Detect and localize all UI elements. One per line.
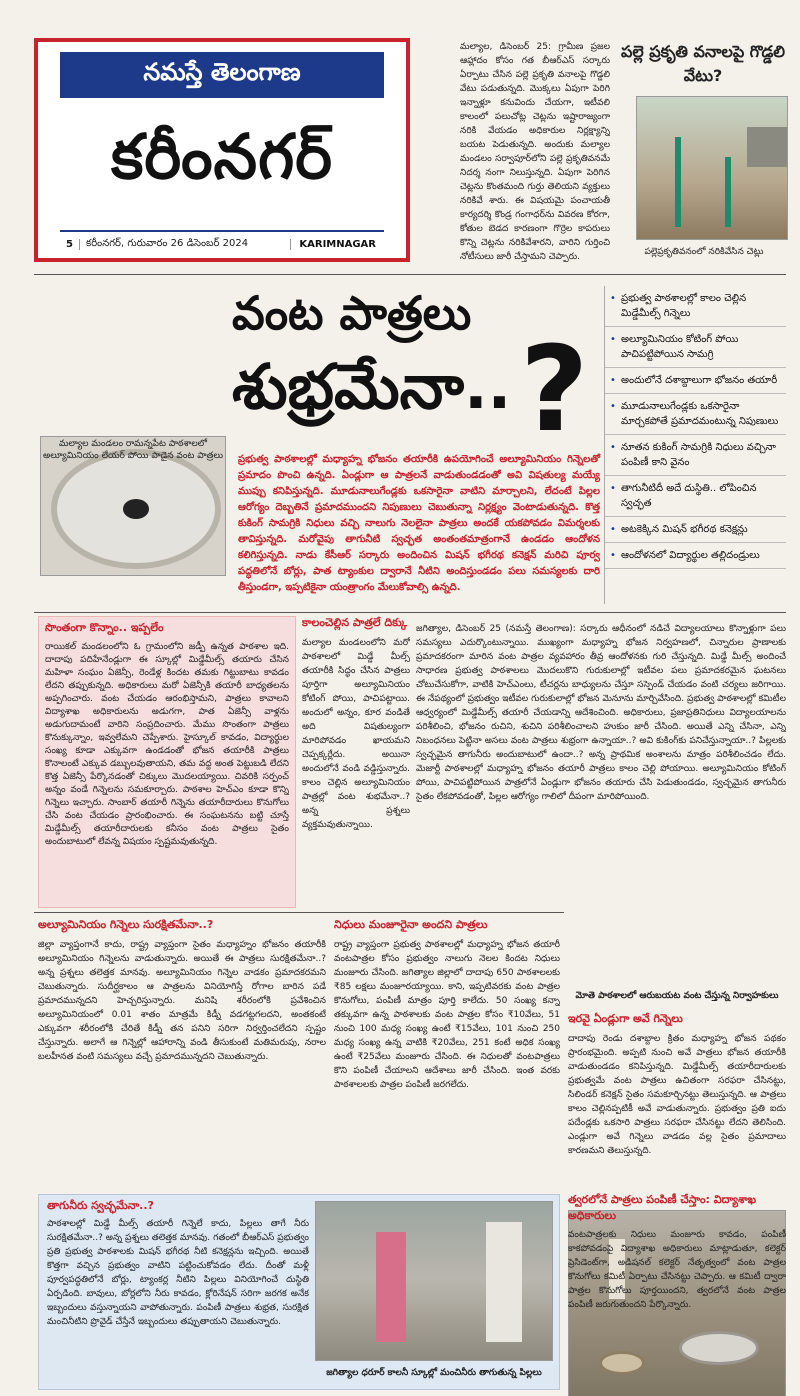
pot-photo-caption: మల్యాల మండలం రామన్నపేట పాఠశాలలో అల్యూమినియం లేయర్ పోయి పాడైన వంట పాత్రలు — [43, 439, 223, 461]
key-point: • అటకెక్కిన మిషన్ భగీరథ కనెక్షన్లు — [605, 517, 786, 543]
section-g-title: తాగునీరు స్వచ్ఛమేనా..? — [47, 1199, 154, 1212]
divider-lower — [34, 912, 564, 913]
section-h-body: వంటపాత్రలకు నిధులు మంజూరు కావడం, పంపిణీ కాకపోవడంపై విద్యాశాఖ అధికారులు మాట్లాడుతూ, కలెక్టర్ ప్రెసిడెంట్‌గా, అడిషనల్ కలెక్టర్ నేతృత్వంలో వంట పాత్రల కొనుగోలు కమిటీ ఏర్పాటు చేసినట్టు చెప్పారు. ఆ కమిటీ ద్వారా పాత్రల కొనుగోలు పూర్తయిందని, త్వరలోనే వంట పాత్రల పంపిణీ జరుగుతుందని పేర్కొన్నారు. — [568, 1230, 786, 1310]
section-f-title: ఇరవై ఏండ్లుగా అవే గిన్నెలు — [568, 1012, 683, 1025]
section-d-body: జిల్లా వ్యాప్తంగానే కాదు, రాష్ట్ర వ్యాప్తంగా సైతం మధ్యాహ్నం భోజనం తయారీకి అల్యూమినియం గిన్నెలను వాడుతున్నారు. అయితే ఈ పాత్రలు సురక్షితమేనా..? అన్న ప్రశ్నలు తలెత్తక మానవు. అల్యూమినియం గిన్నెల వాడకం ప్రమాదకరమని చెబుతున్నారు. సుదీర్ఘకాలం ఆ పాత్రలను వినియోగిస్తే రోగాల బారిన పడే ప్రమాదమున్నదని హెచ్చరిస్తున్నారు. మనిషి శరీరంలోకి ప్రవేశించిన అల్యూమినియంలో 0.01 శాతం మాత్రమే కిడ్నీ వడగట్టగలదని, అంతకంటే ఎక్కువగా శరీరంలోకి చేరితే కిడ్నీ తన పనిని సరిగా నిర్వర్తించలేదని స్పష్టం చేస్తున్నారు. అలాగే ఆ గిన్నెల్లో ఆహారాన్ని వండి తీసుకుంటే మతిమరుపు, నరాల బలహీనత వంటి సమస్యలు వచ్చే ప్రమాదమున్నదని చెబుతున్నారు. — [38, 940, 326, 1062]
section-f-body: దాదాపు రెండు దశాబ్దాల క్రితం మధ్యాహ్న భోజన పథకం ప్రారంభమైంది. అప్పటి నుంచి అవే పాత్రలు భోజన తయారీకి వాడుతుండడం కనిపిస్తున్నది. మిడ్డేమీల్స్ తయారీదారులకు ప్రభుత్వమే వంట పాత్రలు ఉచితంగా సరఫరా చేసినట్టు, సిలిండర్ కనెక్షన్ సైతం సమకూర్చినట్టు తెలుస్తున్నది. ఆ పాత్రలు కాలం చెల్లినప్పటికీ అవే వాడుతున్నారు. ప్రభుత్వం ప్రతి ఐదు పదేండ్లకు ఒకసారి పాత్రలు సరఫరా చేసినట్టు లేదని తెలిసింది. ఎండ్లుగా అవే గిన్నెలు వాడడం వల్ల సైతం ప్రమాదాలు కారణమని తెలుస్తున్నది. — [568, 1034, 786, 1156]
section-a-box — [38, 616, 296, 908]
section-a-title: సొంతంగా కొన్నాం.. ఇప్పలేం — [45, 621, 164, 634]
top-story-title: పల్లె ప్రకృతి వనాలపై గొడ్డలి వేటు? — [620, 42, 786, 85]
drinking-water-photo — [315, 1201, 553, 1361]
section-e-body: రాష్ట్ర వ్యాప్తంగా ప్రభుత్వ పాఠశాలల్లో మధ్యాహ్న భోజన తయారీ వంటపాత్రల కోసం ప్రభుత్వం నాలుగు నెలల కిందట నిధులు మంజూరు చేసింది. జగిత్యాల జిల్లాలో దాదాపు 650 పాఠశాలలకు ₹85 లక్షలు మంజూరయ్యాయి. కాని, ఇప్పటివరకు వంట పాత్రల కొనుగోలు, పంపిణీ మాత్రం పూర్తి కాలేదు. 50 సంఖ్య కన్నా తక్కువగా ఉన్న పాఠశాలకు వంట పాత్రల కోసం ₹10వేలు, 51 నుంచి 100 మధ్య సంఖ్య ఉంటే ₹15వేలు, 101 నుంచి 250 మధ్య సంఖ్య ఉన్న వాటికి ₹20వేలు, 251 కంటే అధిక సంఖ్య ఉంటే ₹25వేలు మంజూరు చేసింది. ఈ నిధులతో వంటపాత్రలు కొని పంపిణీ చేయాలని ఆదేశాలు జారీ చేసింది. ఇంత వరకు పాఠశాలలకు పాత్రల పంపిణీ జరగలేదు. — [334, 940, 560, 1090]
main-headline-qmark: ? — [520, 320, 589, 458]
section-b-title: కాలంచెల్లిన పాత్రలే దిక్కు — [302, 616, 407, 629]
section-g-box — [38, 1194, 560, 1390]
key-point: • అల్యూమినియం కోటింగ్ పోయి పాచిపట్టిపోయిన సామగ్రి — [605, 327, 786, 368]
key-point: • తాగునీటిదీ అదే దుస్థితి.. లోపించిన స్వచ్ఛత — [605, 476, 786, 517]
main-lead: ప్రభుత్వ పాఠశాలల్లో మధ్యాహ్న భోజనం తయారీకి ఉపయోగించే అల్యూమినియం గిన్నెలతో ప్రమాదం పొంచి ఉన్నది. ఏండ్లుగా ఆ పాత్రలనే వాడుతుండడంతో అవి విషతుల్య మయ్యే ముప్పు కనిపిస్తున్నది. మూడునాలుగేండ్లకు ఒకసారైనా వాటిని మార్చాలని, లేదంటే పిల్లల ఆరోగ్యం దెబ్బతినే ప్రమాదముందని నిపుణులు చెబుతున్నా నిర్లక్ష్యం వెంటాడుతున్నది. కొత్త కుకింగ్ సామగ్రికి నిధులు వచ్చి నాలుగు నెలలైనా పాత్రలు అందకే యకపోవడం విమర్శలకు తావిస్తున్నది. మరోవైపు తాగునీటి స్వచ్ఛత అంతంతమాత్రంగానే ఉండడం ఆందోళన కలిగిస్తున్నది. నాడు కేసీఆర్ సర్కారు అందించిన మిషన్ భగీరథ కనెక్షన్ మరిచి పూర్వ పద్ధతిలోనే బోర్లు, పాత ట్యాంకుల ద్వారానే నీటిని అందిస్తుండడం పలు సమస్యలకు దారి తీస్తుండగా, ఇప్పటికైనా యంత్రాంగం మేలుకోవాల్సి ఉన్నది. — [238, 454, 600, 593]
main-headline-line1: వంట పాత్రలు — [232, 286, 472, 340]
divider-top — [34, 274, 786, 275]
section-d — [38, 918, 326, 1190]
section-f — [568, 1012, 786, 1184]
section-g-body: పాఠశాలల్లో మిడ్డే మీల్స్ తయారీ గిన్నెలే కాదు, పిల్లలు తాగే నీరు సురక్షితమేనా..? అన్న ప్రశ్నలు తలెత్తక మానవు. గతంలో బీఆర్‌ఎస్ ప్రభుత్వం ప్రతి ప్రభుత్వ పాఠశాలకు మిషన్ భగీరథ నీటి కనెక్షన్లను ఇచ్చింది. అయితే కొత్తగా వచ్చిన ప్రభుత్వం వాటిని పట్టించుకోవడం లేదు. దీంతో మళ్లీ పూర్వపద్ధతిలోనే బోర్లు, ట్యాంకర్ల నీటిని పిల్లలు వినియోగించే దుస్థితి ఏర్పడింది. బావులు, బోర్లలోని నీరు కావడం, క్లోరినేషన్ సరిగా జరగక అనేక ఇబ్బందులు వస్తున్నాయని వాపోతున్నారు. పంపిణీ పాత్రలు శుభ్రత, సురక్షిత మంచినీటిని ప్రొవైడ్ చేస్తేనే ఇబ్బందులు తప్పుతాయని చెబుతున్నారు. — [47, 1219, 309, 1327]
edition-meta — [60, 230, 384, 256]
section-b — [302, 616, 410, 908]
section-b-body: మల్యాల మండలంలోని మరో పాఠశాలలో మిడ్డే మీల్స్ తయారీకి సిద్ధం చేసిన పాత్రలు పూర్తిగా అల్యూమినియం కోటింగ్ పోయి, పాచిపట్టాయి. అందులో అన్నం, కూర వండితే అది విషతుల్యంగా మారిపోవడం ఖాయమని చెప్పక్కర్లేదు. అయినా అందులోనే వండి వడ్డిస్తున్నారు. కాలం చెల్లిన అల్యూమినియం పాత్రల్లో వంట శుభమేనా..? అన్న ప్రశ్నలు వ్యక్తమవుతున్నాయి. — [302, 638, 410, 830]
key-point: • మూడునాలుగేండ్లకు ఒకసారైనా మార్చకపోతే ప్రమాదమంటున్న నిపుణులు — [605, 394, 786, 435]
key-points — [604, 286, 786, 604]
section-e — [334, 918, 560, 1190]
edition-date: కరీంనగర్, గురువారం 26 డిసెంబర్ 2024 — [85, 238, 249, 249]
section-h — [568, 1192, 786, 1390]
edition-title: కరీంనగర్ — [110, 120, 333, 193]
section-c-body: జగిత్యాల, డిసెంబర్ 25 (నమస్తే తెలంగాణ): సర్కారు ఆధీనంలో నడిచే విద్యాలయాలు కొన్నాళ్లుగా పలు సమస్యలు ఎదుర్కొంటున్నాయి. ముఖ్యంగా మధ్యాహ్న భోజన నిర్వహణలో, చిన్నారుల ప్రాణాలకు ప్రమాదకరంగా మారిన వంట పాత్రల వ్యవహారం తీవ్ర ఆందోళనకు గురి చేస్తున్నది. మిడ్డే మీల్స్ అందించే సాధారణ ప్రభుత్వ పాఠశాలలు మొదలుకొని గురుకులాల్లో ఇటీవల పలు ప్రమాదకరమైన ఘటనలు చోటుచేసుకోగా, వాటికి హెచ్‌ఎంలు, టీచర్లను బాధ్యులను చేస్తూ సస్పెండ్ చేయడం వంటి చర్యలు జరిగాయి. ఈ నేపథ్యంలో ప్రభుత్వం ఇటీవల గురుకులాల్లో భోజన మెనూను మార్చివేసింది. ప్రభుత్వ పాఠశాలల్లో కమిటీల ఆధ్వర్యంలో మిడ్డేమీల్స్ తయారీ చేయడాన్ని ఆదేశించింది. అధికారులు, ప్రజాప్రతినిధులు విద్యాలయాలను పరిశీలించి, భోజనం రుచిని, శుచిని పరిశీలించాలని హుకుం జారీ చేసింది. అయితే ఎన్ని చేసినా, ఎన్ని నిబంధనలు పెట్టినా అసలు వంట పాత్రలు శుభ్రంగా ఉన్నాయా..? అవి కుకింగ్‌కు పనిచేస్తున్నాయా..? పిల్లలకు స్వచ్ఛమైన తాగునీరు అందుబాటులో ఉందా..? అన్న ప్రాథమిక అంశాలను మాత్రం పరిశీలించడం లేదు. మెజార్టీ పాఠశాలల్లో మధ్యాహ్న భోజనం తయారీ పాత్రలు కాలం చెల్లి పోయాయి. అల్యూమినియం కోటింగ్ పోయి, పాచిపట్టిపోయిన పాత్రలోనే ఏండ్లుగా భోజనం తయారు చేసి పెడుతుండడం, స్వచ్ఛమైన తాగునీరు సైతం లేకపోవడంతో, పిల్లల ఆరోగ్యం గాలిలో దీపంగా మారిపోయింది. — [416, 624, 786, 802]
divider-mid — [34, 612, 786, 613]
cooking-photo-caption: మోతె పాఠశాలలో ఆరుబయట వంట చేస్తున్న నిర్వాహకులు — [575, 991, 779, 1001]
key-point: • ప్రభుత్వ పాఠశాలల్లో కాలం చెల్లిన మిడ్డేమీల్స్ గిన్నెలు — [605, 286, 786, 327]
section-a-body: రాయికల్ మండలంలోని ఓ గ్రామంలోని జడ్పీ ఉన్నత పాఠశాల ఇది. దాదాపు పదిహేనేండ్లుగా ఈ స్కూల్లో మిడ్డేమీల్స్ తయారు చేసిన మహిళా సంఘం ఏజెన్సీ, రెండేళ్ల కిందట తమకు గిట్టుబాటు కావడం లేదని తప్పుకున్నది. అధికారులు మరో ఏజెన్సీకి తయారీ బాధ్యతలను అప్పగించారు. వంట చేయడం ఆరంభిస్తామని, పాత్రలు కావాలని విద్యాశాఖ అధికారులను అడుగగా, పాత ఏజెన్సీ వాళ్లను అడుగుదామంటే వారిని సంప్రదించారు. మేము సొంతంగా పాత్రలు కొనుక్కున్నాం, ఇవ్వలేమని చెప్పేశారు. హైస్కూల్ కావడం, విద్యార్థుల సంఖ్య కూడా ఎక్కువగా ఉండడంతో భోజన తయారీకి పాత్రలు కొనాలంటే ఎక్కువ డబ్బులవుతాయని, తమ వద్ద అంత పెట్టుబడి లేదని కొత్త ఏజెన్సీ పేర్కొనడంతో చిక్కులు మొదలయ్యాయి. చివరికి సర్పంచ్ అన్నం వండే గిన్నెలను సమకూర్చారు. పాఠశాల హెచ్‌ఎం కూడా కొన్ని గిన్నెలు ఇచ్చారు. సాంబార్ తయారీ గిన్నెను తయారీదారులు కొనుగోలు చేసి వంట చేయడం ప్రారంభించారు. ఈ సంఘటనను బట్టి చూస్తే మిడ్డేమీల్స్ తయారీదారులకు కనీసం వంట పాత్రలు సైతం అందుబాటులో లేవన్న విషయం స్పష్టమవుతున్నది. — [45, 642, 289, 847]
key-point: • నూతన కుకింగ్ సామగ్రికి నిధులు వచ్చినా పంపిణీ కాని వైనం — [605, 435, 786, 476]
brand-logo: నమస్తే తెలంగాణ — [60, 52, 384, 98]
top-story-body: మల్యాల, డిసెంబర్ 25: గ్రామీణ ప్రజల ఆహ్లాదం కోసం గత బీఆర్‌ఎస్ సర్కారు ఏర్పాటు చేసిన పల్లె ప్రకృతి వనాలపై గొడ్డలి వేటు పడుతున్నది. మొక్కలు ఏపుగా పెరిగి ఇన్నాళ్లూ కనువిందు చేయగా, ఇటీవలి కాలంలో పలుచోట్ల చెట్లను ఇష్టారాజ్యంగా నరికి వేయడం అధికారుల నిర్లక్ష్యాన్ని బయట పెడుతున్నది. అందుకు మల్యాల మండలం సర్వాపూర్‌లోని పల్లె ప్రకృతివనమే నిదర్శ నంగా నిలుస్తున్నది. ఏపుగా పెరిగిన చెట్లను కొంతమంది గుర్తు తెలియని వ్యక్తులు నరికివే శారు. ఈ విషయమై పంచాయతీ కార్యదర్శి కొండ్ర గంగాధర్‌ను వివరణ కోరగా, కోతుల బెడద కారణంగా గొర్రెల కాపరులు కొన్ని చెట్లను నరికివేశారని, వారిని గుర్తించి నోటీసులు జారీ చేస్తామని చెప్పారు. — [460, 42, 610, 262]
section-d-title: అల్యూమినియం గిన్నెలు సురక్షితమేనా..? — [38, 918, 214, 931]
drinking-water-photo-caption: జగిత్యాల ధరూర్ కాలనీ స్కూల్లో మంచినీరు తాగుతున్న పిల్లలు — [326, 1368, 542, 1378]
section-h-title: త్వరలోనే పాత్రలు పంపిణీ చేస్తాం: విద్యాశాఖ అధికారులు — [568, 1193, 757, 1222]
key-point: • ఆందోళనలో విద్యార్థుల తల్లిదండ్రులు — [605, 543, 786, 569]
key-point: • అందులోనే దశాబ్దాలుగా భోజనం తయారీ — [605, 368, 786, 394]
trees-photo — [636, 96, 788, 240]
edition-city-en: KARIMNAGAR — [290, 239, 384, 250]
trees-photo-caption: పల్లెప్రకృతివనంలో నరికివేసిన చెట్లు — [644, 247, 764, 257]
page-number: 5 — [60, 239, 80, 250]
section-e-title: నిధులు మంజూరైనా అందని పాత్రలు — [334, 918, 488, 931]
masthead — [34, 38, 410, 262]
main-headline-line2: శుభ్రమేనా.. — [232, 350, 512, 423]
